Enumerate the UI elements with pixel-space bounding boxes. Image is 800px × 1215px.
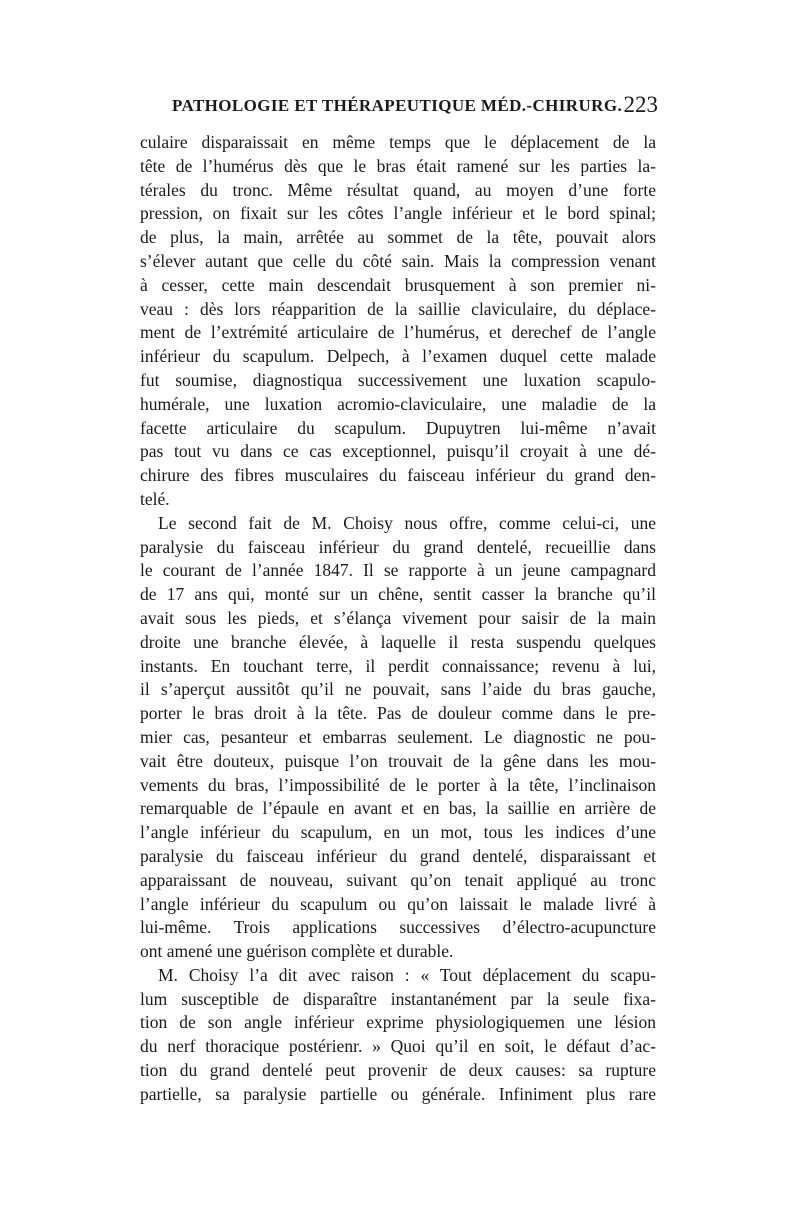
text-line: lui-même. Trois applications successives d’électro-acupuncture — [140, 917, 656, 938]
text-line: du nerf thoracique postérienr. » Quoi qu’il en soit, le défaut d’ac- — [140, 1036, 656, 1057]
text-line: de plus, la main, arrêtée au sommet de la tête, pouvait alors — [140, 227, 656, 248]
text-line: térales du tronc. Même résultat quand, au moyen d’une forte — [140, 179, 656, 200]
text-line: l’angle inférieur du scapulum, en un mot, tous les indices d’une — [140, 822, 656, 843]
running-title: PATHOLOGIE ET THÉRAPEUTIQUE MÉD.-CHIRURG. — [172, 96, 623, 115]
text-line: ont amené une guérison complète et durable. — [140, 941, 454, 962]
text-line: paralysie du faisceau inférieur du grand dentelé, disparaissant et — [140, 845, 656, 866]
text-line: culaire disparaissait en même temps que le déplacement de la — [140, 132, 656, 152]
text-line: paralysie du faisceau inférieur du grand dentelé, recueillie dans — [140, 536, 656, 557]
text-line: ment de l’extrémité articulaire de l’humérus, et derechef de l’angle — [140, 322, 656, 343]
text-line: mier cas, pesanteur et embarras seulement. Le diagnostic ne pou- — [140, 726, 656, 747]
text-line: tion de son angle inférieur exprime physiologiquemen une lésion — [140, 1012, 656, 1033]
text-line: chirure des fibres musculaires du faisceau inférieur du grand den- — [140, 465, 656, 486]
text-line: pas tout vu dans ce cas exceptionnel, puisqu’il croyait à une dé- — [140, 441, 656, 462]
text-line: vait être douteux, puisque l’on trouvait de la gêne dans les mou- — [140, 750, 656, 771]
running-head — [172, 92, 662, 122]
text-line: M. Choisy l’a dit avec raison : « Tout déplacement du scapu- — [158, 964, 656, 985]
text-line: avait sous les pieds, et s’élança vivement pour saisir de la main — [140, 607, 656, 628]
text-line: droite une branche élevée, à laquelle il resta suspendu quelques — [140, 631, 656, 652]
text-line: tion du grand dentelé peut provenir de deux causes: sa rupture — [140, 1060, 656, 1081]
text-line: facette articulaire du scapulum. Dupuytren lui-même n’avait — [140, 417, 656, 438]
text-line: veau : dès lors réapparition de la saillie claviculaire, du déplace- — [140, 298, 656, 319]
text-line: à cesser, cette main descendait brusquement à son premier ni- — [140, 274, 656, 295]
text-line: il s’aperçut aussitôt qu’il ne pouvait, sans l’aide du bras gauche, — [140, 679, 656, 700]
text-line: apparaissant de nouveau, suivant qu’on tenait appliqué au tronc — [140, 869, 656, 890]
text-line: partielle, sa paralysie partielle ou générale. Infiniment plus rare — [140, 1083, 656, 1104]
text-line: l’angle inférieur du scapulum ou qu’on laissait le malade livré à — [140, 893, 656, 914]
text-line: vements du bras, l’impossibilité de le porter à la tête, l’inclinaison — [140, 774, 656, 795]
text-line: tête de l’humérus dès que le bras était ramené sur les parties la- — [140, 155, 656, 176]
text-line: instants. En touchant terre, il perdit connaissance; revenu à lui, — [140, 655, 656, 676]
text-line: remarquable de l’épaule en avant et en bas, la saillie en arrière de — [140, 798, 656, 819]
text-line: de 17 ans qui, monté sur un chêne, sentit casser la branche qu’il — [140, 584, 656, 605]
page-number: 223 — [623, 92, 658, 117]
text-line: pression, on fixait sur les côtes l’angle inférieur et le bord spinal; — [140, 203, 656, 224]
text-line: inférieur du scapulum. Delpech, à l’examen duquel cette malade — [140, 346, 656, 367]
text-line: porter le bras droit à la tête. Pas de douleur comme dans le pre- — [140, 703, 656, 724]
text-line: Le second fait de M. Choisy nous offre, comme celui-ci, une — [158, 512, 656, 533]
text-line: le courant de l’année 1847. Il se rapporte à un jeune campagnard — [140, 560, 656, 581]
text-line: fut soumise, diagnostiqua successivement une luxation scapulo- — [140, 369, 656, 390]
text-line: humérale, une luxation acromio-claviculaire, une maladie de la — [140, 393, 656, 414]
body-text — [140, 131, 656, 1107]
text-line: telé. — [140, 488, 170, 509]
text-line: s’élever autant que celle du côté sain. Mais la compression venant — [140, 250, 656, 271]
text-line: lum susceptible de disparaître instantanément par la seule fixa- — [140, 988, 656, 1009]
